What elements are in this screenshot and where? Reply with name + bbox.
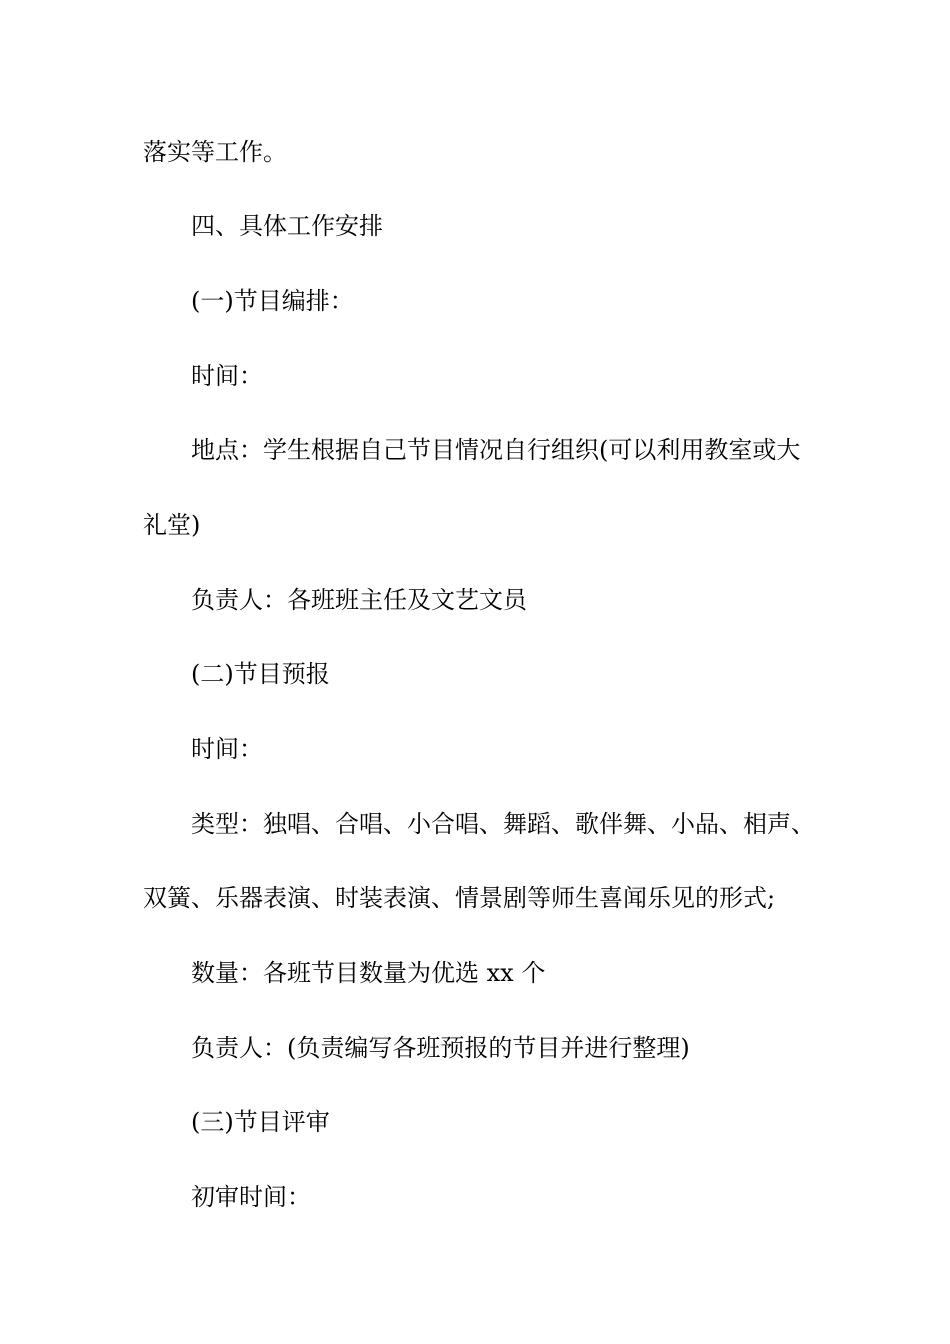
- paragraph-line: 负责人：(负责编写各班预报的节目并进行整理): [191, 1034, 690, 1062]
- subsection-heading: (二)节目预报: [191, 660, 330, 688]
- section-heading: 四、具体工作安排: [191, 212, 383, 240]
- paragraph-line: 礼堂): [143, 511, 201, 539]
- subsection-heading: (一)节目编排：: [191, 287, 354, 315]
- paragraph-line: 负责人：各班班主任及文艺文员: [191, 586, 527, 614]
- paragraph-line: 数量：各班节目数量为优选 xx 个: [191, 959, 546, 987]
- paragraph-line: 双簧、乐器表演、时装表演、情景剧等师生喜闻乐见的形式;: [143, 884, 776, 912]
- paragraph-line: 时间：: [191, 362, 263, 390]
- paragraph-line: 初审时间：: [191, 1183, 311, 1211]
- paragraph-line: 落实等工作。: [143, 138, 287, 166]
- paragraph-line: 类型：独唱、合唱、小合唱、舞蹈、歌伴舞、小品、相声、: [191, 810, 815, 838]
- paragraph-line: 地点：学生根据自己节目情况自行组织(可以利用教室或大: [191, 436, 801, 464]
- subsection-heading: (三)节目评审: [191, 1108, 330, 1136]
- paragraph-line: 时间：: [191, 735, 263, 763]
